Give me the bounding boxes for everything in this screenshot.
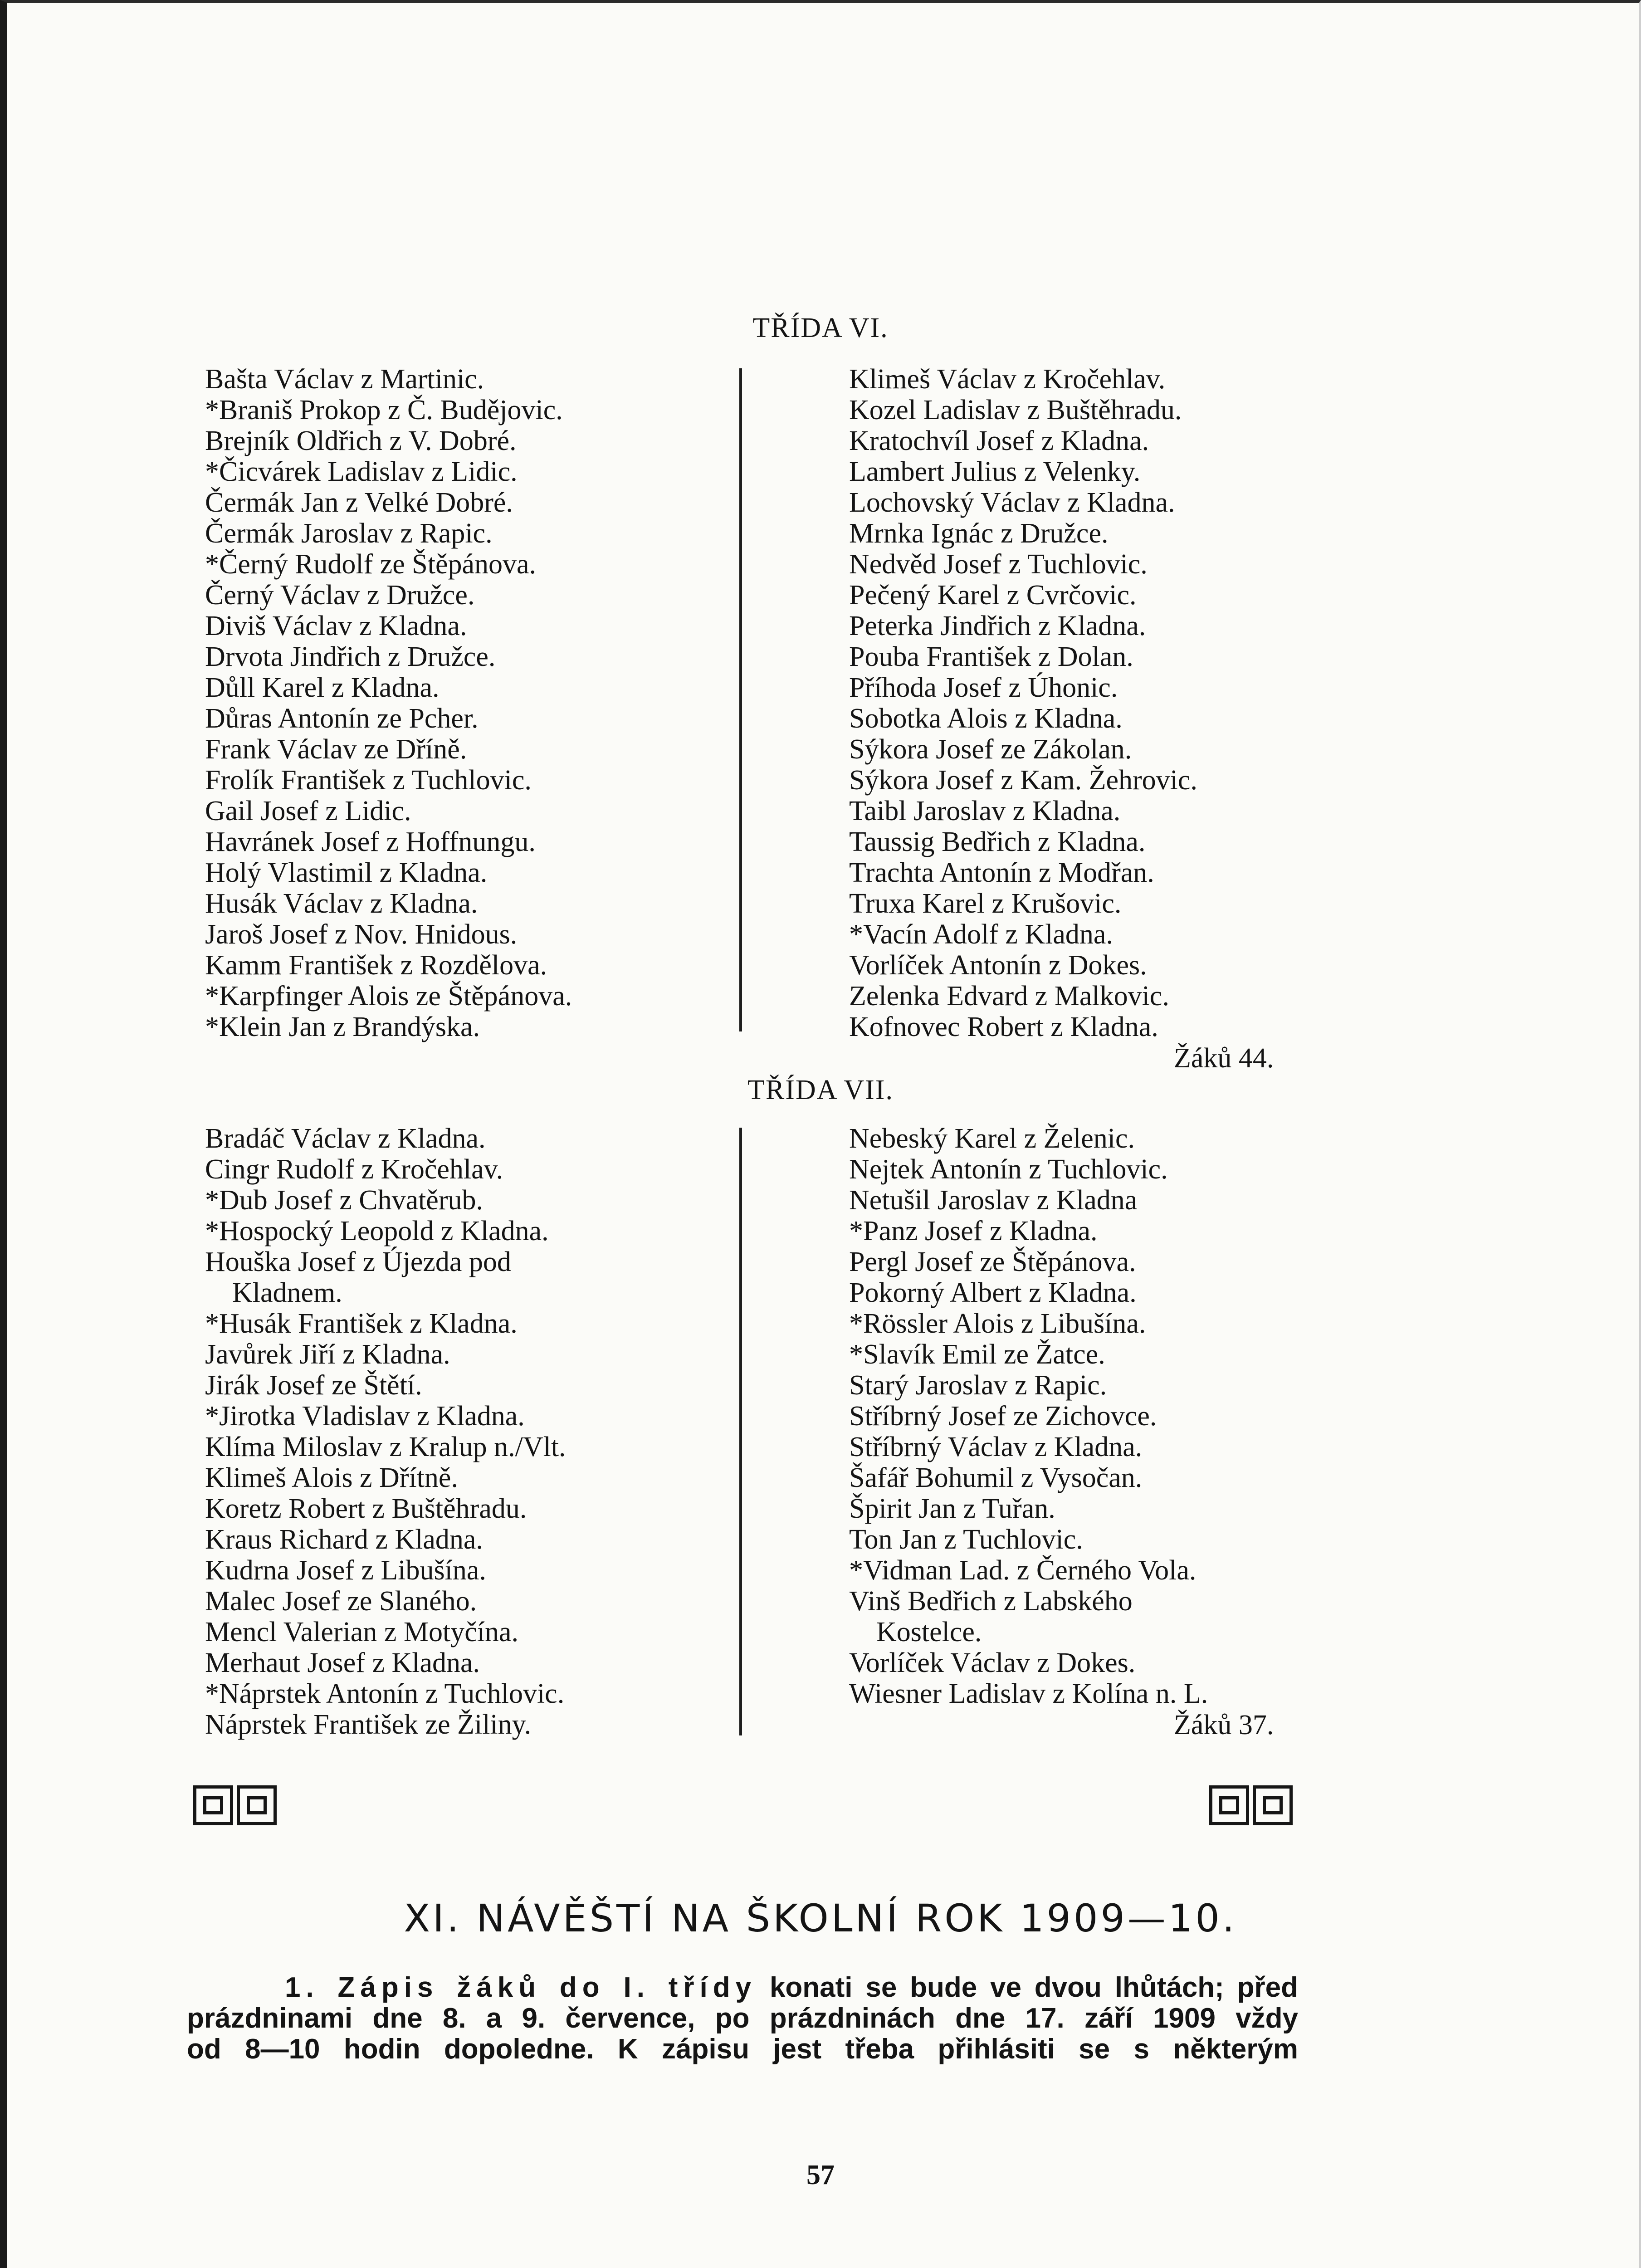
class7-left-list — [205, 1123, 566, 1740]
class7-total: Žáků 37. — [1174, 1710, 1274, 1740]
list-item: Peterka Jindřich z Kladna. — [849, 611, 1146, 641]
class6-total: Žáků 44. — [1174, 1043, 1274, 1074]
list-item: Jirák Josef ze Štětí. — [205, 1370, 422, 1401]
list-item: Havránek Josef z Hoffnungu. — [205, 826, 536, 857]
list-item: Lambert Julius z Velenky. — [849, 456, 1141, 487]
list-item: Mencl Valerian z Motyčína. — [205, 1617, 518, 1647]
list-item: Frolík František z Tuchlovic. — [205, 765, 532, 796]
list-item: Starý Jaroslav z Rapic. — [849, 1370, 1107, 1401]
paragraph-line: prázdninami dne 8. a 9. července, po prázdninách dne 17. září 1909 vždy — [187, 2003, 1298, 2034]
list-item: *Čicvárek Ladislav z Lidic. — [205, 456, 518, 487]
list-item: Taibl Jaroslav z Kladna. — [849, 796, 1121, 826]
class6-right-list — [849, 364, 1197, 1042]
list-item: Klimeš Alois z Dřítně. — [205, 1462, 458, 1493]
list-item: Čermák Jan z Velké Dobré. — [205, 487, 513, 518]
list-item: *Klein Jan z Brandýska. — [205, 1012, 480, 1042]
column-divider — [739, 1128, 742, 1735]
list-item: Truxa Karel z Krušovic. — [849, 888, 1122, 919]
list-item: *Hospocký Leopold z Kladna. — [205, 1216, 549, 1246]
list-item: Vorlíček Antonín z Dokes. — [849, 950, 1147, 981]
list-item: Sýkora Josef z Kam. Žehrovic. — [849, 765, 1197, 796]
list-item: Bašta Václav z Martinic. — [205, 364, 484, 395]
list-item: Drvota Jindřich z Družce. — [205, 641, 496, 672]
list-item: Holý Vlastimil z Kladna. — [205, 857, 488, 888]
list-item: *Dub Josef z Chvatěrub. — [205, 1185, 483, 1216]
list-item: Diviš Václav z Kladna. — [205, 611, 467, 641]
list-item: Kozel Ladislav z Buštěhradu. — [849, 395, 1182, 425]
list-item: Kraus Richard z Kladna. — [205, 1524, 483, 1555]
list-item: *Vidman Lad. z Černého Vola. — [849, 1555, 1197, 1586]
list-item: Brejník Oldřich z V. Dobré. — [205, 425, 517, 456]
list-item: *Náprstek Antonín z Tuchlovic. — [205, 1678, 565, 1709]
list-item: Mrnka Ignác z Družce. — [849, 518, 1109, 549]
list-item: Nebeský Karel z Želenic. — [849, 1123, 1135, 1154]
list-item: *Karpfinger Alois ze Štěpánova. — [205, 981, 572, 1012]
list-item: Sobotka Alois z Kladna. — [849, 703, 1123, 734]
list-item: Kudrna Josef z Libušína. — [205, 1555, 486, 1586]
list-item: Kladnem. — [232, 1277, 342, 1308]
list-item: *Vacín Adolf z Kladna. — [849, 919, 1113, 950]
list-item: Jaroš Josef z Nov. Hnidous. — [205, 919, 518, 950]
list-item: Klimeš Václav z Kročehlav. — [849, 364, 1166, 395]
list-item: Cingr Rudolf z Kročehlav. — [205, 1154, 503, 1185]
list-item: Kratochvíl Josef z Kladna. — [849, 425, 1149, 456]
column-divider — [739, 368, 742, 1031]
list-item: Sýkora Josef ze Zákolan. — [849, 734, 1132, 765]
list-item: Důras Antonín ze Pcher. — [205, 703, 479, 734]
list-item: Zelenka Edvard z Malkovic. — [849, 981, 1169, 1012]
list-item: Kofnovec Robert z Kladna. — [849, 1012, 1158, 1042]
list-item: Bradáč Václav z Kladna. — [205, 1123, 486, 1154]
list-item: Nedvěd Josef z Tuchlovic. — [849, 549, 1148, 580]
paragraph — [187, 1972, 1298, 2065]
list-item: Kostelce. — [876, 1617, 982, 1647]
list-item: Netušil Jaroslav z Kladna — [849, 1185, 1138, 1216]
list-item: Frank Václav ze Dříně. — [205, 734, 467, 765]
list-item: Pouba František z Dolan. — [849, 641, 1133, 672]
list-item: Ton Jan z Tuchlovic. — [849, 1524, 1083, 1555]
list-item: Merhaut Josef z Kladna. — [205, 1647, 480, 1678]
list-item: Černý Václav z Družce. — [205, 580, 475, 611]
list-item: Vorlíček Václav z Dokes. — [849, 1647, 1136, 1678]
double-square-ornament-icon — [1209, 1785, 1295, 1826]
list-item: Důll Karel z Kladna. — [205, 672, 440, 703]
paragraph-line: od 8—10 hodin dopoledne. K zápisu jest třeba přihlásiti se s některým — [187, 2034, 1298, 2065]
list-item: Husák Václav z Kladna. — [205, 888, 478, 919]
list-item: *Braniš Prokop z Č. Budějovic. — [205, 395, 563, 425]
list-item: Wiesner Ladislav z Kolína n. L. — [849, 1678, 1208, 1709]
list-item: Javůrek Jiří z Kladna. — [205, 1339, 450, 1370]
paragraph-line — [187, 1972, 1298, 2003]
class7-heading: TŘÍDA VII. — [747, 1075, 894, 1105]
list-item: Gail Josef z Lidic. — [205, 796, 411, 826]
list-item: *Slavík Emil ze Žatce. — [849, 1339, 1105, 1370]
list-item: Taussig Bedřich z Kladna. — [849, 826, 1146, 857]
class6-heading: TŘÍDA VI. — [752, 313, 889, 343]
list-item: Šafář Bohumil z Vysočan. — [849, 1462, 1143, 1493]
list-item: Houška Josef z Újezda pod — [205, 1246, 511, 1277]
list-item: Kamm František z Rozdělova. — [205, 950, 547, 981]
class7-right-list — [849, 1123, 1208, 1709]
list-item: Vinš Bedřich z Labského — [849, 1586, 1133, 1617]
list-item: *Černý Rudolf ze Štěpánova. — [205, 549, 537, 580]
list-item: Lochovský Václav z Kladna. — [849, 487, 1175, 518]
list-item: Stříbrný Josef ze Zichovce. — [849, 1401, 1157, 1432]
list-item: Pokorný Albert z Kladna. — [849, 1277, 1137, 1308]
double-square-ornament-icon — [193, 1785, 279, 1826]
list-item: Pečený Karel z Cvrčovic. — [849, 580, 1137, 611]
paragraph-text: konati se bude ve dvou lhůtách; před — [769, 1972, 1298, 2003]
list-item: Stříbrný Václav z Kladna. — [849, 1432, 1143, 1462]
list-item: *Panz Josef z Kladna. — [849, 1216, 1098, 1246]
list-item: Trachta Antonín z Modřan. — [849, 857, 1154, 888]
list-item: Náprstek František ze Žiliny. — [205, 1709, 532, 1740]
class6-left-list — [205, 364, 572, 1042]
chapter-title: XI. NÁVĚŠTÍ NA ŠKOLNÍ ROK 1909—10. — [404, 1896, 1237, 1941]
list-item: Nejtek Antonín z Tuchlovic. — [849, 1154, 1168, 1185]
list-item: *Rössler Alois z Libušína. — [849, 1308, 1146, 1339]
list-item: *Husák František z Kladna. — [205, 1308, 518, 1339]
list-item: Čermák Jaroslav z Rapic. — [205, 518, 493, 549]
list-item: Špirit Jan z Tuřan. — [849, 1493, 1055, 1524]
list-item: Příhoda Josef z Úhonic. — [849, 672, 1118, 703]
list-item: Pergl Josef ze Štěpánova. — [849, 1246, 1136, 1277]
list-item: Klíma Miloslav z Kralup n./Vlt. — [205, 1432, 566, 1462]
list-item: *Jirotka Vladislav z Kladna. — [205, 1401, 525, 1432]
list-item: Malec Josef ze Slaného. — [205, 1586, 477, 1617]
paragraph-lead: 1. Zápis žáků do I. třídy — [285, 1972, 757, 2003]
page-number: 57 — [806, 2160, 835, 2190]
list-item: Koretz Robert z Buštěhradu. — [205, 1493, 527, 1524]
